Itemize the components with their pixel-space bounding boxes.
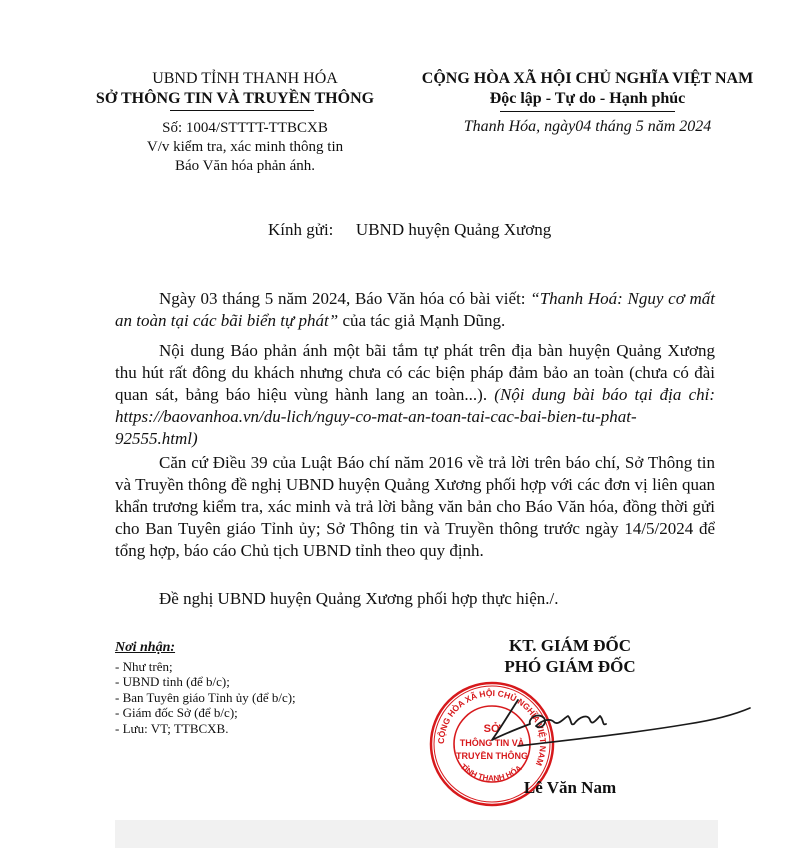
org-parent: UBND TỈNH THANH HÓA [152,70,338,87]
paragraph-2 [115,340,715,450]
recipient-item: - Như trên; [115,658,173,674]
recipient-item: - UBND tỉnh (để b/c); [115,674,230,689]
p3-text: Căn cứ Điều 39 của Luật Báo chí năm 2016 về trả lời trên báo chí, Sở Thông tin và Truyền thông đề nghị UBND huyện Quảng Xương phối hợp với các đơn vị liên quan khẩn trương kiểm tra, xác minh và trả lời bằng văn bản cho Báo Văn hóa, đồng thời gửi cho Ban Tuyên giáo Tỉnh ủy; Sở Thông tin và Truyền thông trước ngày 14/5/2024 để tổng hợp, báo cáo Chủ tịch UBND tỉnh theo quy định. [115,453,715,560]
nation-title: CỘNG HÒA XÃ HỘI CHỦ NGHĨA VIỆT NAM [421,70,754,87]
stamp-bottom-text: TỈNH THANH HÓA [458,762,524,783]
motto: Độc lập - Tự do - Hạnh phúc [489,90,686,107]
org-underline [170,110,314,111]
paragraph-1 [115,288,715,332]
paragraph-4 [115,588,715,610]
p4-text: Đề nghị UBND huyện Quảng Xương phối hợp thực hiện./. [159,589,559,608]
p1-text: Ngày 03 tháng 5 năm 2024, Báo Văn hóa có bài viết: [159,289,531,308]
sign-role-2: PHÓ GIÁM ĐỐC [504,657,636,676]
stamp-center-line-3: TRUYỀN THÔNG [456,751,528,761]
stamp-ring-text: CỘNG HÒA XÃ HỘI CHỦ NGHĨA VIỆT NAM [435,687,549,768]
recipients-list [115,640,296,736]
handwritten-signature [478,690,758,760]
place-date: Thanh Hóa, ngày04 tháng 5 năm 2024 [463,118,712,135]
page-bottom-shade [115,820,718,848]
subject-line-1: V/v kiểm tra, xác minh thông tin [146,139,344,155]
motto-underline [500,111,675,112]
recipient-item: - Ban Tuyên giáo Tỉnh ủy (để b/c); [115,689,296,705]
recipients-title: Nơi nhận: [115,640,176,655]
doc-number: Số: 1004/STTTT-TTBCXB [162,120,328,136]
p1-quote: “Thanh Hoá: Nguy cơ mất an toàn tại các bãi biển tự phát” [115,289,715,330]
subject-line-2: Báo Văn hóa phản ánh. [174,158,316,174]
recipient-item: - Giám đốc Sở (để b/c); [115,705,238,720]
p2-text: Nội dung Báo phản ánh một bãi tắm tự phát trên địa bàn huyện Quảng Xương thu hút rất đông du khách nhưng chưa có các biện pháp đảm bảo an toàn (chưa có đài quan sát, bảng báo hiệu vùng hành lang an toàn...). [115,341,715,404]
signer-name: Lê Văn Nam [523,778,617,797]
org-name: SỞ THÔNG TIN VÀ TRUYỀN THÔNG [95,90,375,107]
stamp-center-line-1: SỞ [483,723,501,735]
p2-link: (Nội dung bài báo tại địa chỉ: https://baovanhoa.vn/du-lich/nguy-co-mat-an-toan-tai-cac-bai-bien-tu-phat-92555.html) [115,385,715,448]
sign-role-1: KT. GIÁM ĐỐC [509,636,631,655]
recipient-label: Kính gửi: [268,220,334,239]
recipient-line [268,220,551,240]
stamp-center-line-2: THÔNG TIN VÀ [459,738,525,748]
p1-tail: của tác giả Mạnh Dũng. [338,311,506,330]
recipient-name: UBND huyện Quảng Xương [355,220,552,239]
paragraph-3 [115,452,715,562]
recipient-item: - Lưu: VT; TTBCXB. [115,720,229,736]
